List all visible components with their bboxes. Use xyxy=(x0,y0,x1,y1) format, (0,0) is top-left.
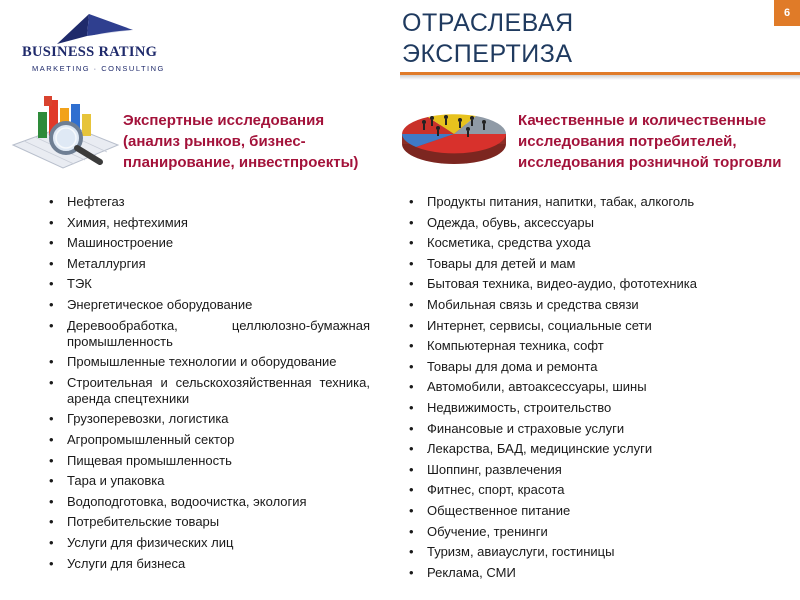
list-item: • Компьютерная техника, софт xyxy=(405,338,785,354)
list-item: • Общественное питание xyxy=(405,503,785,519)
list-item: • Туризм, авиауслуги, гостиницы xyxy=(405,544,785,560)
page-title-line2: ЭКСПЕРТИЗА xyxy=(402,40,573,68)
list-item: • Пищевая промышленность xyxy=(45,453,370,469)
list-item: • Фитнес, спорт, красота xyxy=(405,482,785,498)
list-item: • Услуги для бизнеса xyxy=(45,556,370,572)
list-item: • Агропромышленный сектор xyxy=(45,432,370,448)
list-item: • Финансовые и страховые услуги xyxy=(405,421,785,437)
list-item: • Водоподготовка, водоочистка, экология xyxy=(45,494,370,510)
list-item: • Тара и упаковка xyxy=(45,473,370,489)
list-item: • Товары для детей и мам xyxy=(405,256,785,272)
industry-list xyxy=(45,194,370,576)
list-item: • Одежда, обувь, аксессуары xyxy=(405,215,785,231)
list-item: • Строительная и сельскохозяйственная техника, аренда спецтехники xyxy=(45,375,370,407)
list-item: • Грузоперевозки, логистика xyxy=(45,411,370,427)
list-item: • Косметика, средства ухода xyxy=(405,235,785,251)
logo-name: BUSINESS RATING xyxy=(22,44,158,60)
pie-chart-people-icon xyxy=(398,108,510,175)
list-item: • Товары для дома и ремонта xyxy=(405,359,785,375)
list-item: • Недвижимость, строительство xyxy=(405,400,785,416)
left-section-heading: Экспертные исследования (анализ рынков, бизнес-планирование, инвестпроекты) xyxy=(123,112,359,171)
list-item: • ТЭК xyxy=(45,276,370,292)
list-item: • Услуги для физических лиц xyxy=(45,535,370,551)
list-item: • Потребительские товары xyxy=(45,514,370,530)
list-item: • Обучение, тренинги xyxy=(405,524,785,540)
list-item: • Продукты питания, напитки, табак, алкоголь xyxy=(405,194,785,210)
list-item: • Энергетическое оборудование xyxy=(45,297,370,313)
list-item: • Реклама, СМИ xyxy=(405,565,785,581)
list-item: • Химия, нефтехимия xyxy=(45,215,370,231)
consumer-list xyxy=(405,194,785,585)
list-item: • Промышленные технологии и оборудование xyxy=(45,354,370,370)
list-item: • Интернет, сервисы, социальные сети xyxy=(405,318,785,334)
list-item: • Лекарства, БАД, медицинские услуги xyxy=(405,441,785,457)
logo-tagline: MARKETING · CONSULTING xyxy=(32,64,165,73)
logo-swoosh-icon xyxy=(55,10,135,46)
bar-chart-magnifier-icon xyxy=(8,90,123,175)
list-item: • Машиностроение xyxy=(45,235,370,251)
list-item: • Шоппинг, развлечения xyxy=(405,462,785,478)
list-item: • Деревообработка, целлюлозно-бумажная промышленность xyxy=(45,318,370,350)
page-number-badge: 6 xyxy=(774,0,800,26)
list-item: • Автомобили, автоаксессуары, шины xyxy=(405,379,785,395)
list-item: • Металлургия xyxy=(45,256,370,272)
list-item: • Бытовая техника, видео-аудио, фототехника xyxy=(405,276,785,292)
company-logo xyxy=(20,10,165,75)
page-title xyxy=(402,8,574,70)
list-item: • Нефтегаз xyxy=(45,194,370,210)
page-title-line1: ОТРАСЛЕВАЯ xyxy=(402,9,574,37)
right-section-heading: Качественные и количественные исследования потребителей, исследования розничной торговли xyxy=(518,112,782,171)
list-item: • Мобильная связь и средства связи xyxy=(405,297,785,313)
title-divider-shadow xyxy=(400,75,800,80)
